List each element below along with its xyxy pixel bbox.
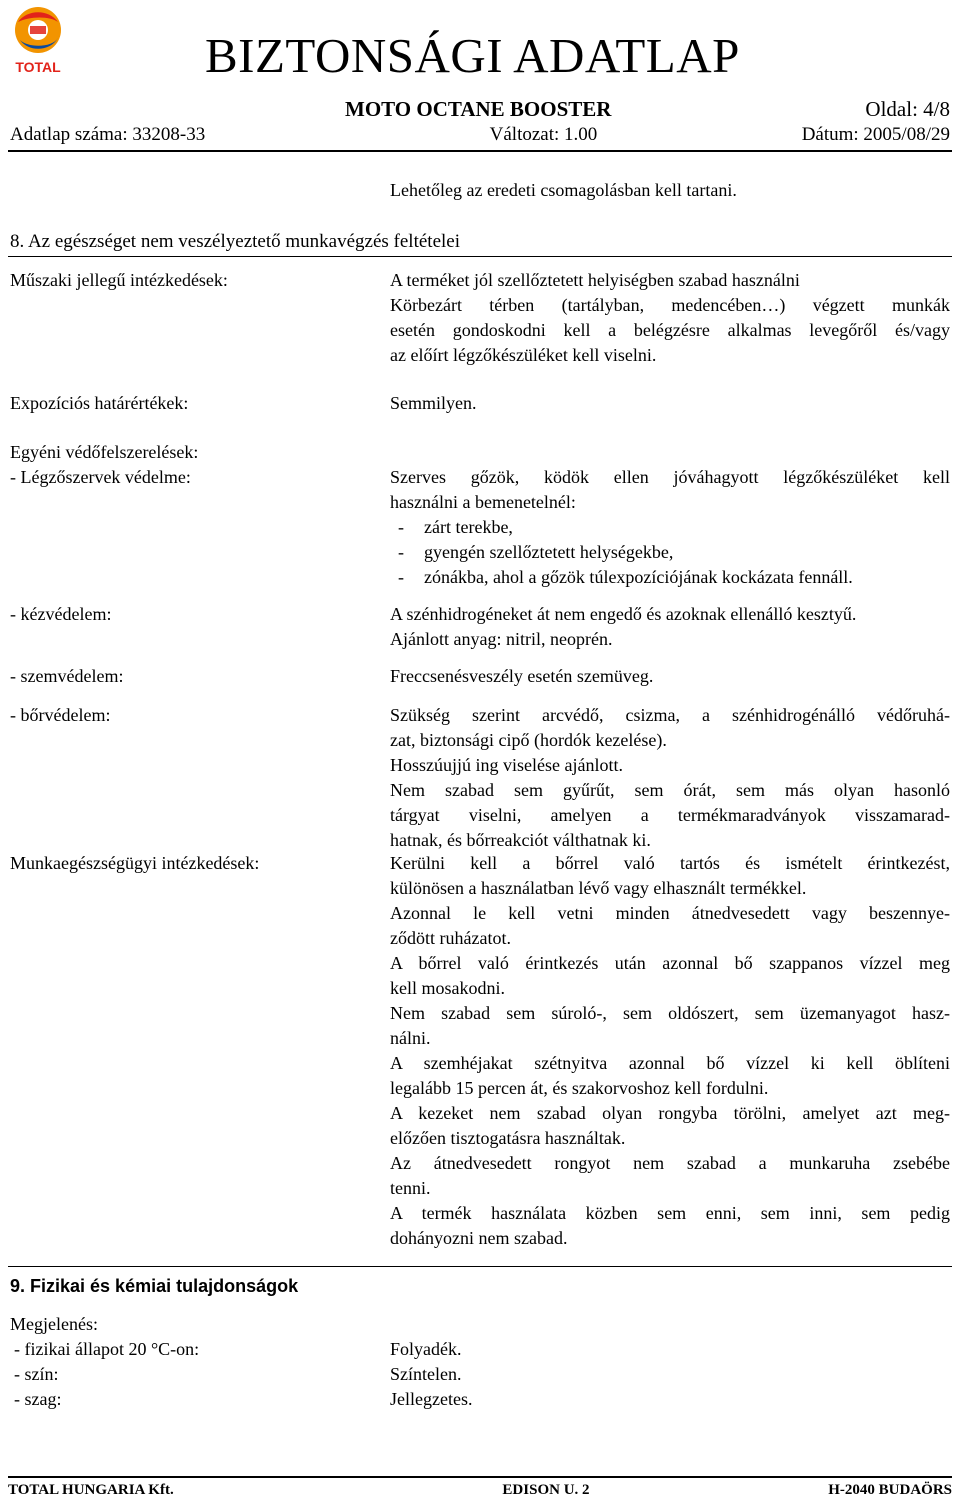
text-line: A termék használata közben sem enni, sem inni, sem pedig (390, 1203, 950, 1223)
text-line: Körbezárt térben (tartályban, medencében…) végzett munkák (390, 295, 950, 315)
section-9-divider (8, 1266, 952, 1267)
hygiene-label: Munkaegészségügyi intézkedések: (10, 853, 260, 873)
text-line: Szükség szerint arcvédő, csizma, a szénhidrogénálló védőruhá- (390, 705, 950, 725)
text-line: A szemhéjakat szétnyitva azonnal bő vízzel ki kell öblíteni (390, 1053, 950, 1073)
total-logo (8, 4, 68, 76)
text-line: nálni. (390, 1028, 431, 1048)
text-line: Nem szabad sem gyűrűt, sem órát, sem más olyan hasonló (390, 780, 950, 800)
text-line: Kerülni kell a bőrrel való tartós és ismételt érintkezést, (390, 853, 950, 873)
footer-divider (8, 1476, 952, 1478)
section-8-divider (8, 256, 952, 257)
date: Dátum: 2005/08/29 (801, 124, 950, 145)
eye-protection-text: Freccsenésveszély esetén szemüveg. (390, 666, 654, 686)
skin-protection-label: - bőrvédelem: (10, 705, 111, 725)
respiratory-label: - Légzőszervek védelme: (10, 467, 191, 487)
text-line: hatnak, és bőrreakciót válthatnak ki. (390, 830, 651, 850)
header-divider (8, 150, 952, 152)
list-item: - zónákba, ahol a gőzök túlexpozíciójának kockázata fennáll. (390, 565, 950, 590)
text-line: dohányozni nem szabad. (390, 1228, 568, 1248)
appearance-label: Megjelenés: (10, 1314, 98, 1334)
hand-protection-label: - kézvédelem: (10, 604, 112, 624)
hand-protection-text (390, 602, 950, 652)
text-line: A szénhidrogéneket át nem engedő és azoknak ellenálló kesztyű. (390, 604, 857, 624)
text-line: A bőrrel való érintkezés után azonnal bő szappanos vízzel meg (390, 953, 950, 973)
text-line: Nem szabad sem súroló-, sem oldószert, sem üzemanyagot hasz- (390, 1003, 950, 1023)
odor-label: - szag: (14, 1389, 62, 1409)
text-line: Azonnal le kell vetni minden átnedvesedett vagy beszennye- (390, 903, 950, 923)
ppe-label: Egyéni védőfelszerelések: (10, 442, 199, 462)
page-number: Oldal: 4/8 (865, 97, 950, 121)
text-line: használni a bemenetelnél: (390, 492, 576, 512)
section-8-title: 8. Az egészséget nem veszélyeztető munkavégzés feltételei (10, 231, 460, 252)
version: Változat: 1.00 (489, 124, 598, 145)
text-line: A kezeket nem szabad olyan rongyba törölni, amelyet azt meg- (390, 1103, 950, 1123)
document-title: BIZTONSÁGI ADATLAP (205, 28, 740, 83)
footer (8, 1482, 952, 1499)
text-line: Hosszúujjú ing viselése ajánlott. (390, 755, 623, 775)
technical-text (390, 268, 950, 368)
footer-city: H-2040 BUDAÖRS (828, 1482, 952, 1498)
list-item: - zárt terekbe, (390, 515, 950, 540)
text-line: kell mosakodni. (390, 978, 505, 998)
text-line: tárgyat viselni, amelyen a termékmaradványok visszamarad- (390, 805, 950, 825)
list-item-text: gyengén szellőztetett helységekbe, (424, 542, 674, 562)
carry-over-text: Lehetőleg az eredeti csomagolásban kell tartani. (390, 180, 737, 200)
text-line: az előírt légzőkészüléket kell viselni. (390, 345, 657, 365)
sheet-number: Adatlap száma: 33208-33 (10, 124, 206, 145)
section-9-title: 9. Fizikai és kémiai tulajdonságok (10, 1276, 299, 1296)
footer-company: TOTAL HUNGARIA Kft. (8, 1482, 174, 1498)
logo-wordmark: TOTAL (15, 59, 61, 75)
color-value: Színtelen. (390, 1364, 462, 1384)
text-line: Ajánlott anyag: nitril, neoprén. (390, 629, 613, 649)
text-line: különösen a használatban lévő vagy elhasznált termékkel. (390, 878, 807, 898)
list-item-text: zónákba, ahol a gőzök túlexpozíciójának kockázata fennáll. (424, 567, 853, 587)
color-label: - szín: (14, 1364, 59, 1384)
footer-street: EDISON U. 2 (502, 1482, 590, 1498)
skin-protection-text (390, 703, 950, 853)
respiratory-text (390, 465, 950, 590)
physical-state-value: Folyadék. (390, 1339, 462, 1359)
text-line: zat, biztonsági cipő (hordók kezelése). (390, 730, 667, 750)
hygiene-text (390, 851, 950, 1251)
text-line: tenni. (390, 1178, 431, 1198)
eye-protection-label: - szemvédelem: (10, 666, 124, 686)
exposure-text: Semmilyen. (390, 393, 477, 413)
technical-label: Műszaki jellegű intézkedések: (10, 270, 228, 290)
text-line: előzően tisztogatásra használtak. (390, 1128, 626, 1148)
text-line: Az átnedvesedett rongyot nem szabad a munkaruha zsebébe (390, 1153, 950, 1173)
product-name: MOTO OCTANE BOOSTER (345, 97, 612, 121)
header-meta-row (10, 124, 950, 146)
list-item-text: zárt terekbe, (424, 517, 513, 537)
exposure-label: Expozíciós határértékek: (10, 393, 189, 413)
text-line: esetén gondoskodni kell a belégzésre alkalmas levegőről és/vagy (390, 320, 950, 340)
text-line: A terméket jól szellőztetett helyiségben szabad használni (390, 270, 800, 290)
physical-state-label: - fizikai állapot 20 °C-on: (14, 1339, 200, 1359)
text-line: Szerves gőzök, ködök ellen jóváhagyott légzőkészüléket kell (390, 467, 950, 487)
text-line: ződött ruházatot. (390, 928, 511, 948)
list-item: - gyengén szellőztetett helységekbe, (390, 540, 950, 565)
text-line: legalább 15 percen át, és szakorvoshoz kell fordulni. (390, 1078, 769, 1098)
odor-value: Jellegzetes. (390, 1389, 473, 1409)
